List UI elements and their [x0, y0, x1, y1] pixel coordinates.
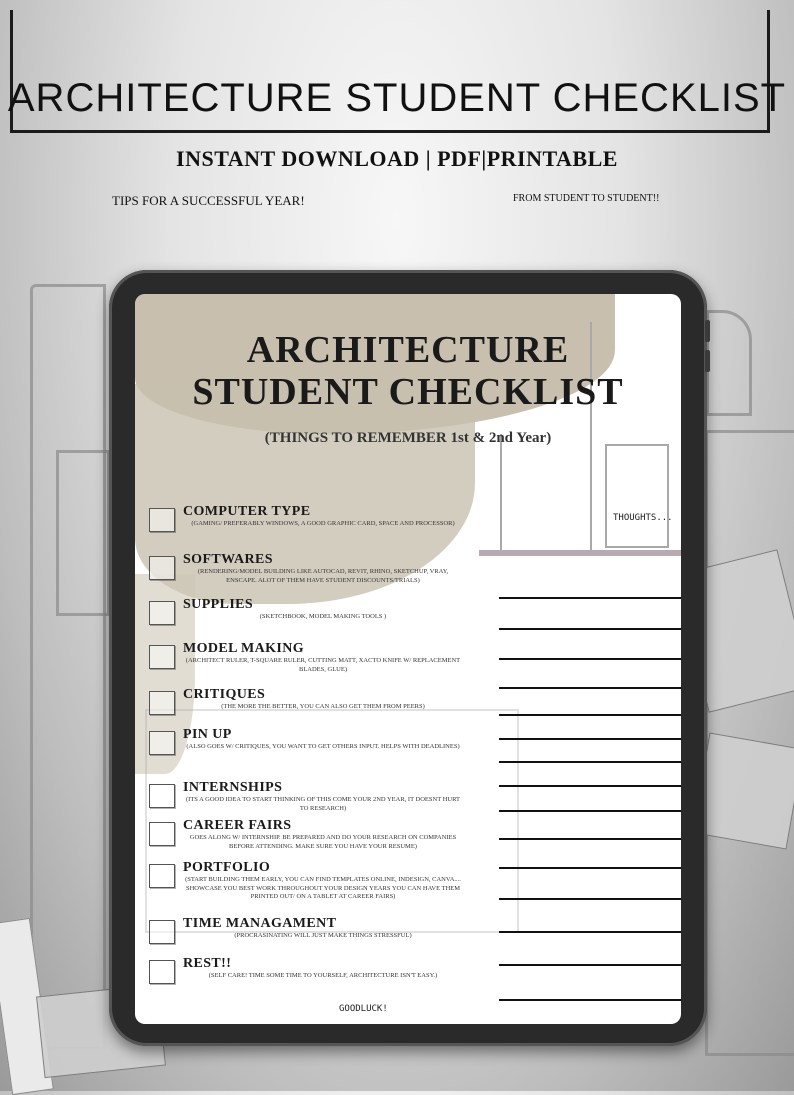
note-line [499, 597, 681, 599]
item-desc: (ALSO GOES W/ CRITIQUES, YOU WANT TO GET OTHERS INPUT. HELPS WITH DEADLINES) [186, 743, 460, 750]
checkbox[interactable] [149, 556, 175, 580]
footer-goodluck: GOODLUCK! [339, 1004, 388, 1014]
item-desc: (ITS A GOOD IDEA TO START THINKING OF THIS COME YOUR 2ND YEAR, IT DOESNT HURT TO RESEARCH) [186, 796, 460, 812]
tablet-side-button-1 [705, 320, 710, 342]
page-title: ARCHITECTURE STUDENT CHECKLIST [7, 76, 787, 120]
page-subtitle: INSTANT DOWNLOAD | PDF|PRINTABLE [176, 146, 618, 171]
background-sketch-left-window [56, 450, 110, 616]
item-title: INTERNSHIPS [183, 780, 283, 795]
item-title: TIME MANAGAMENT [183, 916, 337, 931]
item-title: CAREER FAIRS [183, 818, 292, 833]
note-line [499, 931, 681, 933]
item-desc: (PROCRASINATING WILL JUST MAKE THINGS STRESSFUL) [234, 932, 412, 939]
checkbox[interactable] [149, 601, 175, 625]
checkbox[interactable] [149, 645, 175, 669]
checkbox[interactable] [149, 960, 175, 984]
tablet-side-button-2 [705, 350, 710, 372]
note-line [499, 999, 681, 1001]
thoughts-band [479, 550, 681, 556]
checkbox[interactable] [149, 822, 175, 846]
item-desc: (THE MORE THE BETTER, YOU CAN ALSO GET THEM FROM PEERS) [221, 703, 425, 710]
checkbox[interactable] [149, 920, 175, 944]
note-line [499, 687, 681, 689]
background-sketch-left-tower [30, 284, 106, 1050]
thoughts-label: THOUGHTS... [613, 513, 673, 523]
item-title: COMPUTER TYPE [183, 504, 311, 519]
item-title: SUPPLIES [183, 597, 254, 612]
house-sketch-door [605, 444, 669, 548]
checkbox[interactable] [149, 731, 175, 755]
document-subtitle: (THINGS TO REMEMBER 1st & 2nd Year) [264, 430, 552, 446]
item-title: SOFTWARES [183, 552, 273, 567]
note-line [499, 867, 681, 869]
checkbox[interactable] [149, 784, 175, 808]
item-desc: (RENDERING/MODEL BUILDING LIKE AUTOCAD, REVIT, RHINO, SKETCHUP, VRAY, ENSCAPE. ALOT OF THEM HAVE STUDENT DISCOUNTS/TRIALS) [197, 568, 449, 584]
item-desc: (GAMING/ PREFERABLY WINDOWS, A GOOD GRAPHIC CARD, SPACE AND PROCESSOR) [191, 520, 455, 527]
item-desc: (START BUILDING THEM EARLY, YOU CAN FIND TEMPLATES ONLINE, INDESIGN, CANVA.... SHOWCASE YOU BEST WORK THROUGHOUT YOUR DESIGN YEARS YOU CAN HAVE THEM PRINTED OUT/ ON A TABLET AT CAREER FAIRS) [185, 876, 461, 900]
background-paper-right-2 [692, 732, 794, 849]
note-line [499, 714, 681, 716]
tip-left: TIPS FOR A SUCCESSFUL YEAR! [112, 193, 305, 208]
item-desc: (SKETCHBOOK, MODEL MAKING TOOLS ) [259, 613, 387, 620]
background-sketch-right-roof [706, 310, 752, 416]
checkbox[interactable] [149, 864, 175, 888]
house-sketch-inner [500, 434, 612, 554]
note-line [499, 964, 681, 966]
note-line [499, 658, 681, 660]
item-title: PIN UP [183, 727, 232, 742]
tip-right: FROM STUDENT TO STUDENT!! [513, 193, 660, 204]
tablet-screen [135, 294, 681, 1024]
item-desc: (SELF CARE! TIME SOME TIME TO YOURSELF, ARCHITECTURE ISN'T EASY.) [208, 972, 438, 979]
note-line [499, 761, 681, 763]
item-title: CRITIQUES [183, 687, 266, 702]
note-line [499, 738, 681, 740]
note-line [499, 810, 681, 812]
checkbox[interactable] [149, 508, 175, 532]
item-desc: (ARCHITECT RULER, T-SQUARE RULER, CUTTING MATT, XACTO KNIFE W/ REPLACEMENT BLADES, GLUE) [185, 657, 461, 673]
note-line [499, 898, 681, 900]
header-frame-bottom [10, 130, 770, 133]
item-title: MODEL MAKING [183, 641, 305, 656]
item-desc: GOES ALONG W/ INTERNSHIP. BE PREPARED AND DO YOUR RESEARCH ON COMPANIES BEFORE ATTENDING. MAKE SURE YOU HAVE YOUR RESUME) [189, 834, 457, 850]
document-title-line1: ARCHITECTURE [246, 329, 570, 371]
note-line [499, 785, 681, 787]
item-title: REST!! [183, 956, 232, 971]
note-line [499, 838, 681, 840]
document-title-line2: STUDENT CHECKLIST [192, 371, 624, 413]
note-line [499, 628, 681, 630]
checkbox[interactable] [149, 691, 175, 715]
item-title: PORTFOLIO [183, 860, 271, 875]
